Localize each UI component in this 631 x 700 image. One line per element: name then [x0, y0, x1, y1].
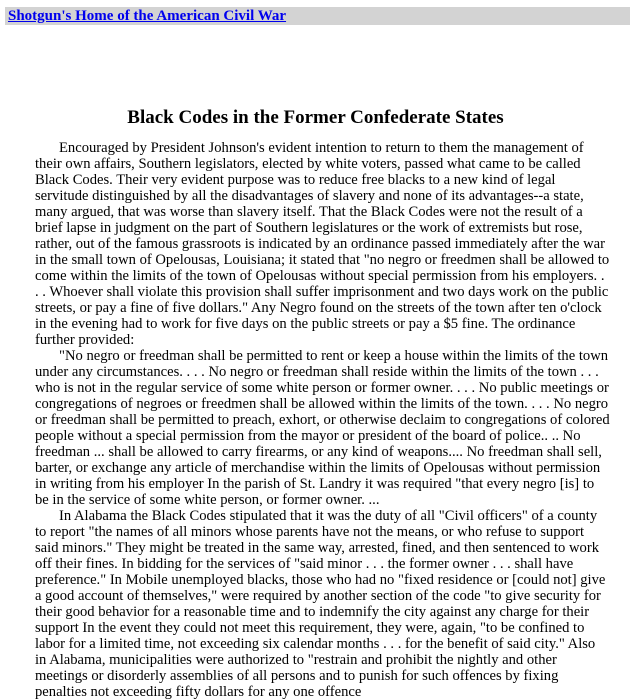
site-home-link[interactable]: Shotgun's Home of the American Civil War [8, 8, 287, 24]
article-paragraph: Encouraged by President Johnson's evident intention to return to them the management of their own affairs, Southern legislators, elected by white voters, passed what came to be called Black Codes. Their very evident purpose was to reduce free blacks to a new kind of legal servitude distinguished by all the disadvantages of slavery and none of its advantages--a state, many argued, that was worse than slavery itself. That the Black Codes were not the result of a brief lapse in judgment on the part of Southern legislatures or the work of extremists but rose, rather, out of the famous grassroots is indicated by an ordinance passed immediately after the war in the small town of Opelousas, Louisiana; it stated that "no negro or freedmen shall be allowed to come within the limits of the town of Opelousas without special permission from his employers. . . . Whoever shall violate this provision shall suffer imprisonment and two days work on the public streets, or pay a fine of five dollars." Any Negro found on the streets of the town after ten o'clock in the evening had to work for five days on the public streets or pay a $5 fine. The ordinance further provided: [35, 140, 610, 348]
article-body [35, 140, 610, 700]
article-paragraph: In Alabama the Black Codes stipulated that it was the duty of all "Civil officers" of a county to report "the names of all minors whose parents have not the means, or who refuse to support said minors." They might be treated in the same way, arrested, fined, and then sentenced to work off their fines. In bidding for the services of "said minor . . . the former owner . . . shall have preference." In Mobile unemployed blacks, those who had no "fixed residence or [could not] give a good account of themselves," were required by another section of the code "to give security for their good behavior for a reasonable time and to indemnify the city against any charge for their support In the event they could not meet this requirement, they were, again, "to be confined to labor for a limited time, not exceeding six calendar months . . . for the benefit of said city." Also in Alabama, municipalities were authorized to "restrain and prohibit the nightly and other meetings or disorderly assemblies of all persons and to punish for such offences by fixing penalties not exceeding fifty dollars for any one offence [35, 508, 606, 700]
page-title: Black Codes in the Former Confederate States [127, 107, 504, 128]
site-header-bar [5, 7, 630, 25]
article-paragraph: "No negro or freedman shall be permitted to rent or keep a house within the limits of the town under any circumstances. . . . No negro or freedman shall reside within the limits of the town . . . who is not in the regular service of some white person or former owner. . . . No public meetings or congregations of negroes or freedmen shall be allowed within the limits of the town. . . . No negro or freedman shall be permitted to preach, exhort, or otherwise declaim to congregations of colored people without a special permission from the mayor or president of the board of police.. .. No freedman ... shall be allowed to carry firearms, or any kind of weapons.... No freedman shall sell, barter, or exchange any article of merchandise within the limits of Opelousas without permission in writing from his employer In the parish of St. Landry it was required "that every negro [is] to be in the service of some white person, or former owner. ... [35, 348, 610, 508]
